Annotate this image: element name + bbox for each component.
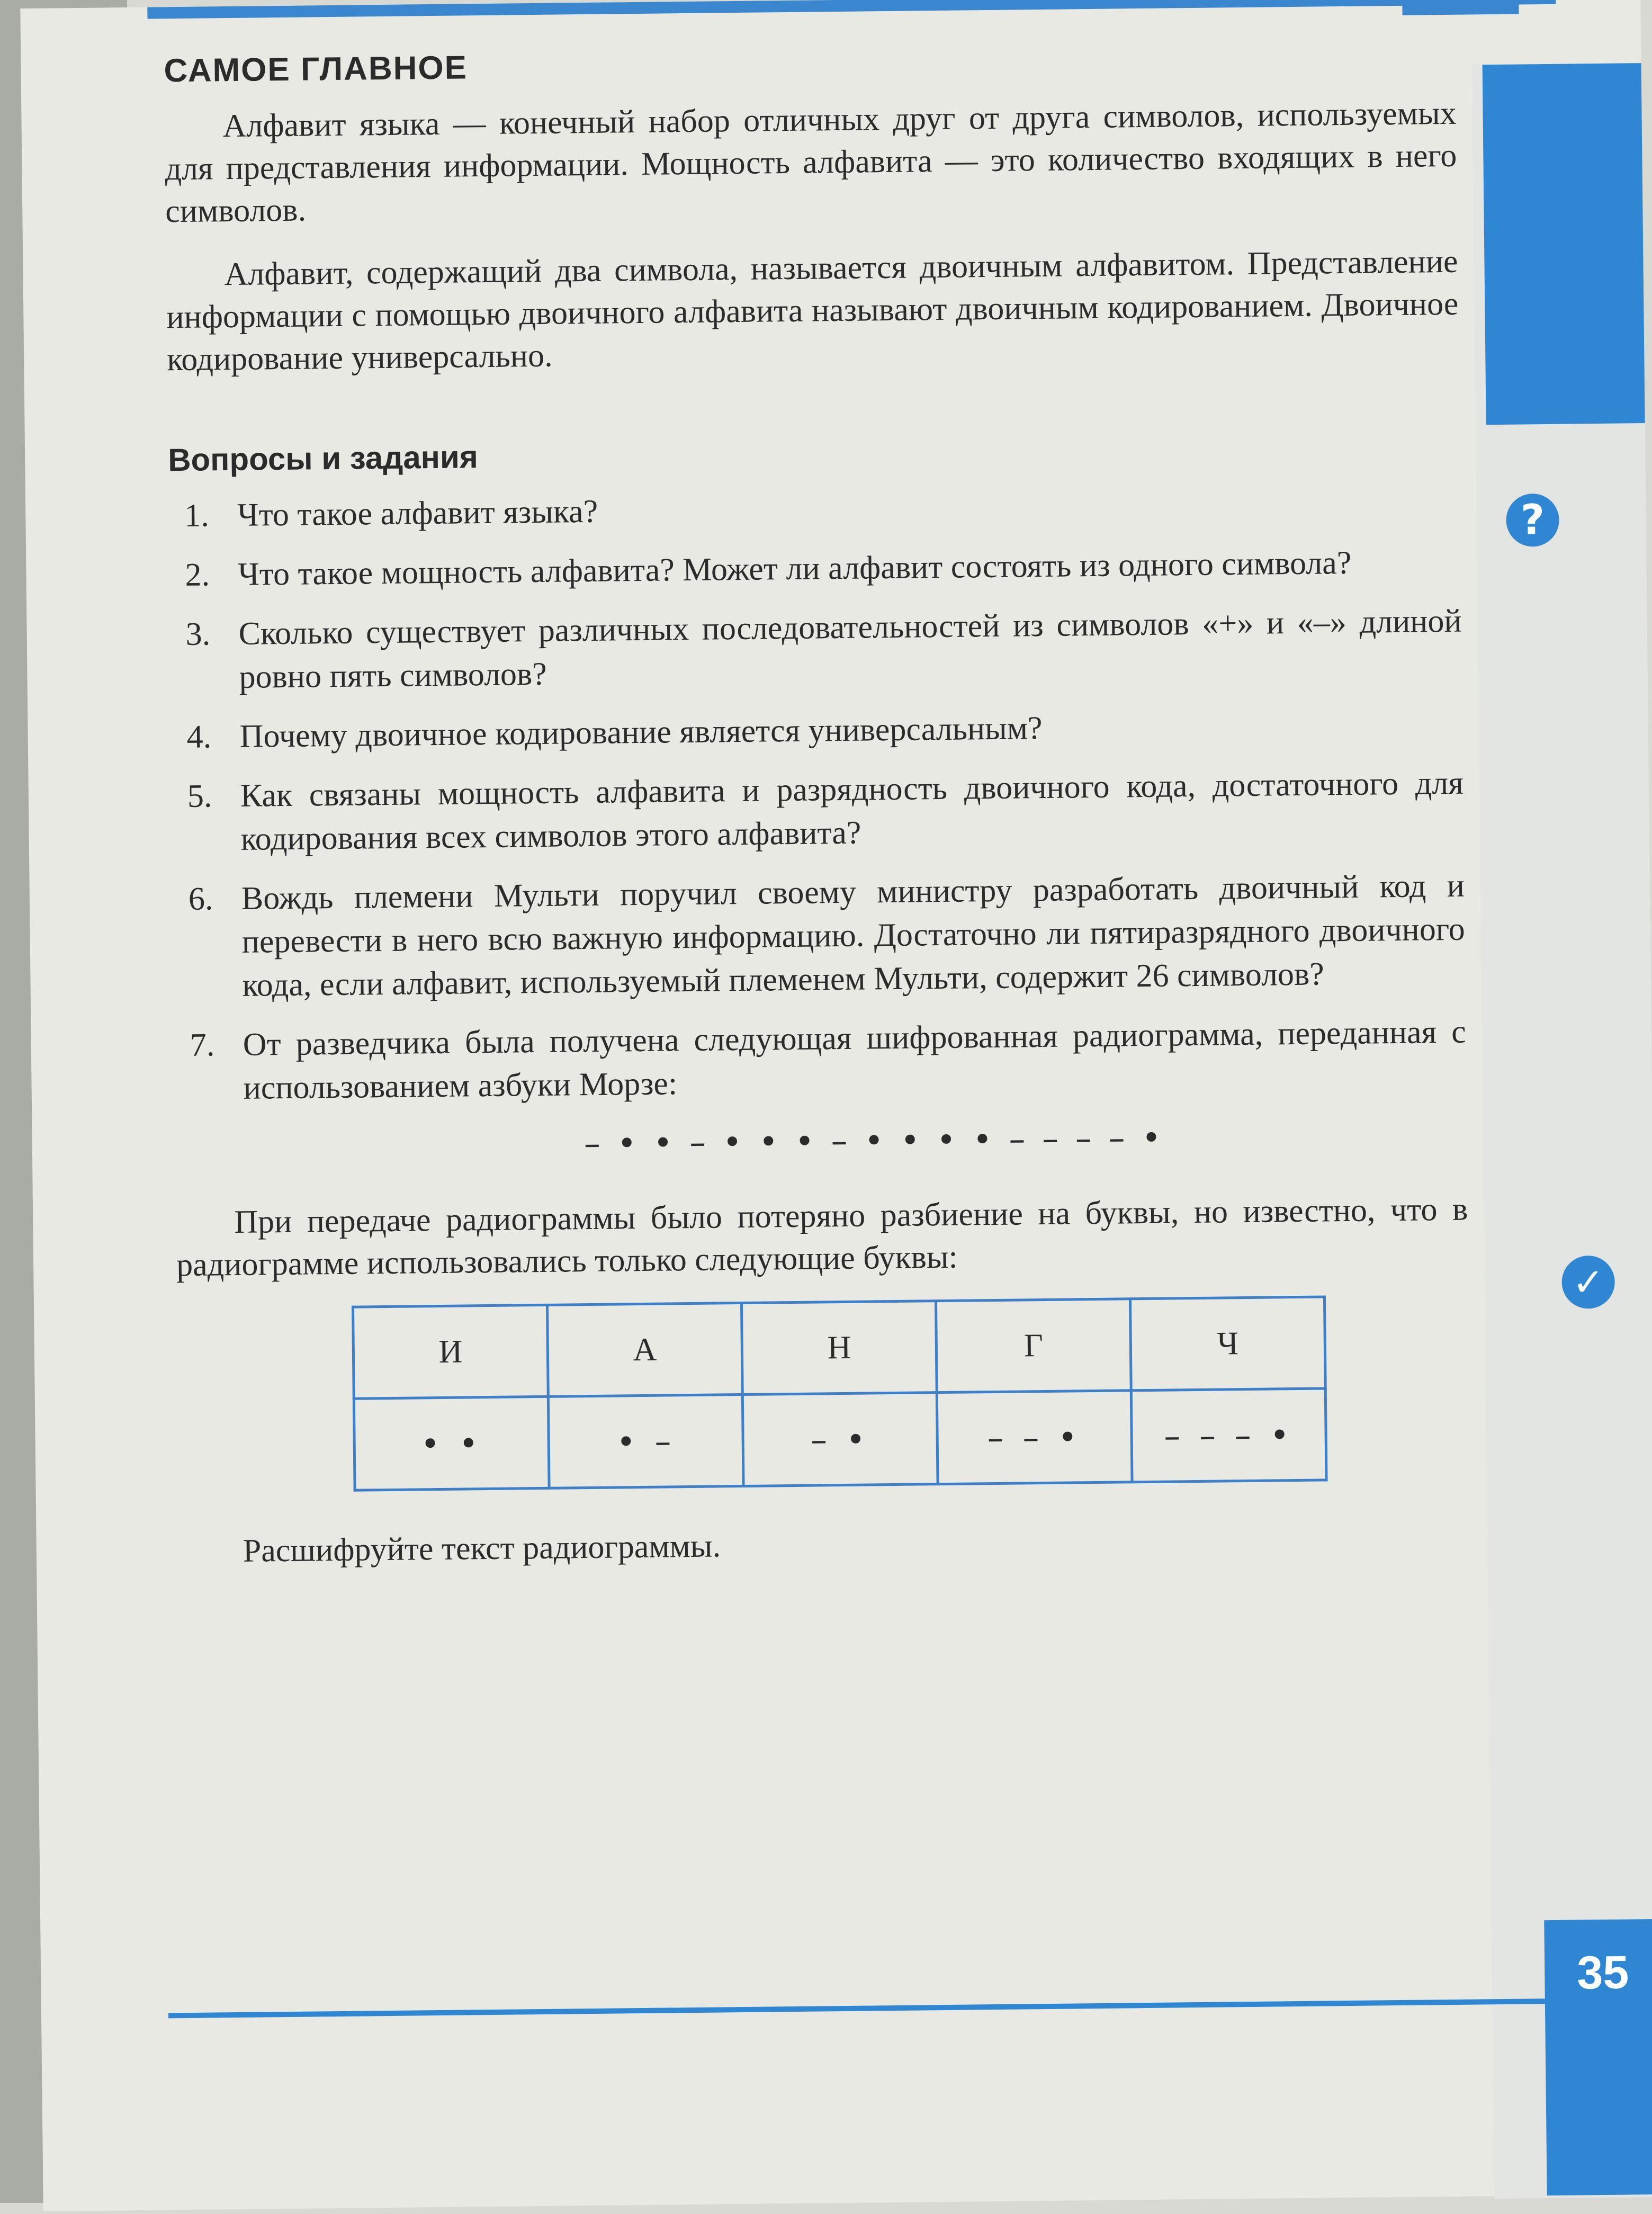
header-tab xyxy=(1402,0,1519,15)
question-text: Сколько существует различных последовательностей из символов «+» и «–» длиной ровно пять символов? xyxy=(238,603,1462,695)
section-title: САМОЕ ГЛАВНОЕ xyxy=(164,49,468,89)
questions-title: Вопросы и задания xyxy=(167,439,479,478)
table-row-codes xyxy=(354,1388,1326,1490)
table-cell-letter: И xyxy=(353,1305,549,1399)
question-text: Что такое мощность алфавита? Может ли алфавит состоять из одного символа? xyxy=(238,544,1352,593)
questions-list xyxy=(168,481,1467,1110)
question-item xyxy=(169,540,1461,597)
question-item xyxy=(174,1010,1467,1111)
page-number: 35 xyxy=(1576,1946,1629,1999)
table-cell-code: – – – • xyxy=(1131,1388,1326,1482)
header-rule xyxy=(147,0,1556,19)
question-text: Вождь племени Мульти поручил своему министру разработать двоичный код и перевести в него всю важную информацию. Достаточно ли пятиразрядного двоичного кода, если алфавит, используемый племенем Мульти, содержит 26 символов? xyxy=(241,867,1466,1003)
check-icon: ✓ xyxy=(1561,1256,1615,1309)
final-instruction: Расшифруйте текст радиограммы. xyxy=(243,1528,721,1569)
continuation-paragraph: При передаче радиограммы было потеряно разбиение на буквы, но известно, что в радиограмме использовались только следующие буквы: xyxy=(176,1191,1468,1284)
table-row-letters xyxy=(353,1297,1326,1399)
morse-code-table xyxy=(352,1295,1328,1491)
question-number: 6. xyxy=(188,881,213,917)
question-icon: ? xyxy=(1506,494,1559,547)
table-cell-letter: А xyxy=(547,1303,742,1397)
question-item xyxy=(171,761,1464,862)
question-number: 5. xyxy=(187,778,212,814)
table-cell-code: • – xyxy=(548,1394,743,1488)
question-text: Что такое алфавит языка? xyxy=(237,493,598,533)
question-number: 2. xyxy=(185,557,210,593)
question-item xyxy=(168,481,1461,538)
table-cell-letter: Н xyxy=(741,1301,937,1395)
footer-rule xyxy=(168,1998,1545,2018)
question-number: 1. xyxy=(184,497,210,534)
question-text: Почему двоичное кодирование является универсальным? xyxy=(239,710,1043,755)
question-item xyxy=(169,599,1462,700)
table-cell-code: • • xyxy=(354,1396,549,1490)
table-cell-letter: Г xyxy=(936,1299,1131,1393)
table-cell-code: – – • xyxy=(937,1391,1132,1484)
question-number: 3. xyxy=(185,616,211,652)
question-item xyxy=(173,864,1466,1008)
question-text: От разведчика была получена следующая шифрованная радиограмма, переданная с использованием азбуки Морзе: xyxy=(243,1014,1467,1106)
morse-message: – • • – • • • – • • • • – – – – • xyxy=(583,1118,1165,1163)
question-text: Как связаны мощность алфавита и разрядность двоичного кода, достаточного для кодирования всех символов этого алфавита? xyxy=(240,765,1464,857)
summary-paragraph-1: Алфавит языка — конечный набор отличных друг от друга символов, используемых для представления информации. Мощность алфавита — это количество входящих в него символов. xyxy=(165,95,1457,230)
textbook-page xyxy=(20,0,1652,2211)
table-cell-letter: Ч xyxy=(1130,1297,1325,1391)
table-cell-code: – • xyxy=(742,1393,938,1486)
question-number: 7. xyxy=(190,1027,215,1063)
margin-color-bar-top xyxy=(1483,63,1645,425)
summary-paragraph-2: Алфавит, содержащий два символа, называется двоичным алфавитом. Представление информации с помощью двоичного алфавита называют двоичным кодированием. Двоичное кодирование универсально. xyxy=(166,243,1459,378)
question-item xyxy=(170,702,1463,759)
question-number: 4. xyxy=(186,719,212,755)
page-content xyxy=(164,39,1471,1573)
